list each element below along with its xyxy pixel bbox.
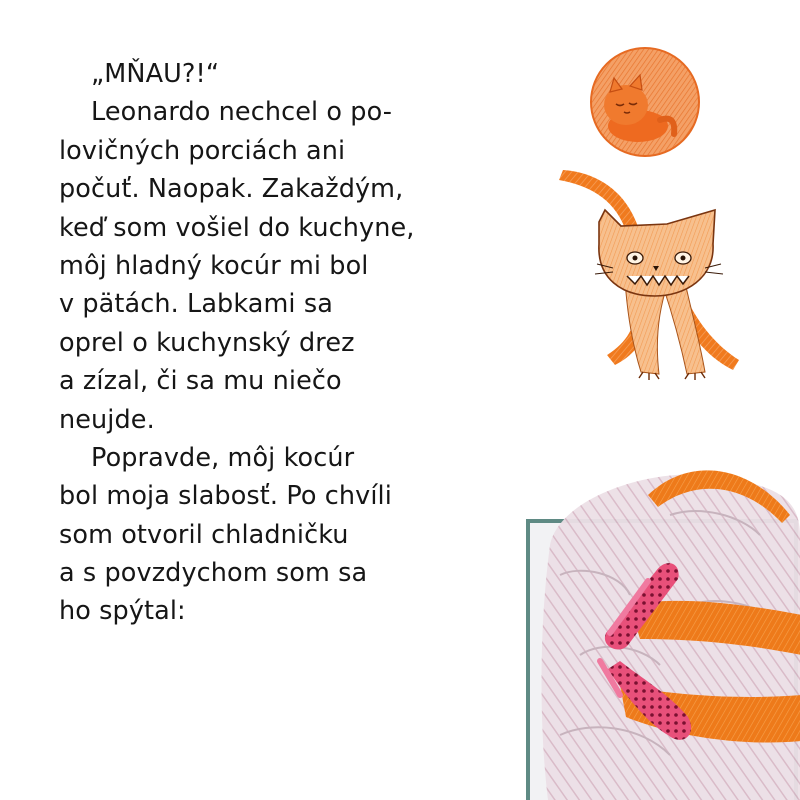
text-line: „MŇAU?!“ <box>91 59 220 89</box>
story-text <box>59 55 479 631</box>
text-line: bol moja slabosť. Po chvíli <box>59 481 392 512</box>
text-line: v pätách. Labkami sa <box>59 289 333 320</box>
sleeping-cat-circle-illustration <box>580 42 710 162</box>
fridge-cat-illustration <box>520 455 800 800</box>
text-line: počuť. Naopak. Zakaždým, <box>59 174 404 205</box>
text-line: a zízal, či sa mu niečo <box>59 366 342 397</box>
text-line: Popravde, môj kocúr <box>91 442 355 473</box>
text-line: oprel o kuchynský drez <box>59 327 355 358</box>
text-line: môj hladný kocúr mi bol <box>59 250 369 281</box>
text-line: Leonardo nechcel o po- <box>91 97 393 128</box>
text-line: a s povzdychom som sa <box>59 558 368 589</box>
text-line: lovičných porciách ani <box>59 135 346 166</box>
text-line: ho spýtal: <box>59 596 186 627</box>
text-line: keď som vošiel do kuchyne, <box>59 212 415 243</box>
text-line: som otvoril chladničku <box>59 519 349 550</box>
text-line: neujde. <box>59 404 155 435</box>
standing-cat-illustration <box>555 160 755 400</box>
